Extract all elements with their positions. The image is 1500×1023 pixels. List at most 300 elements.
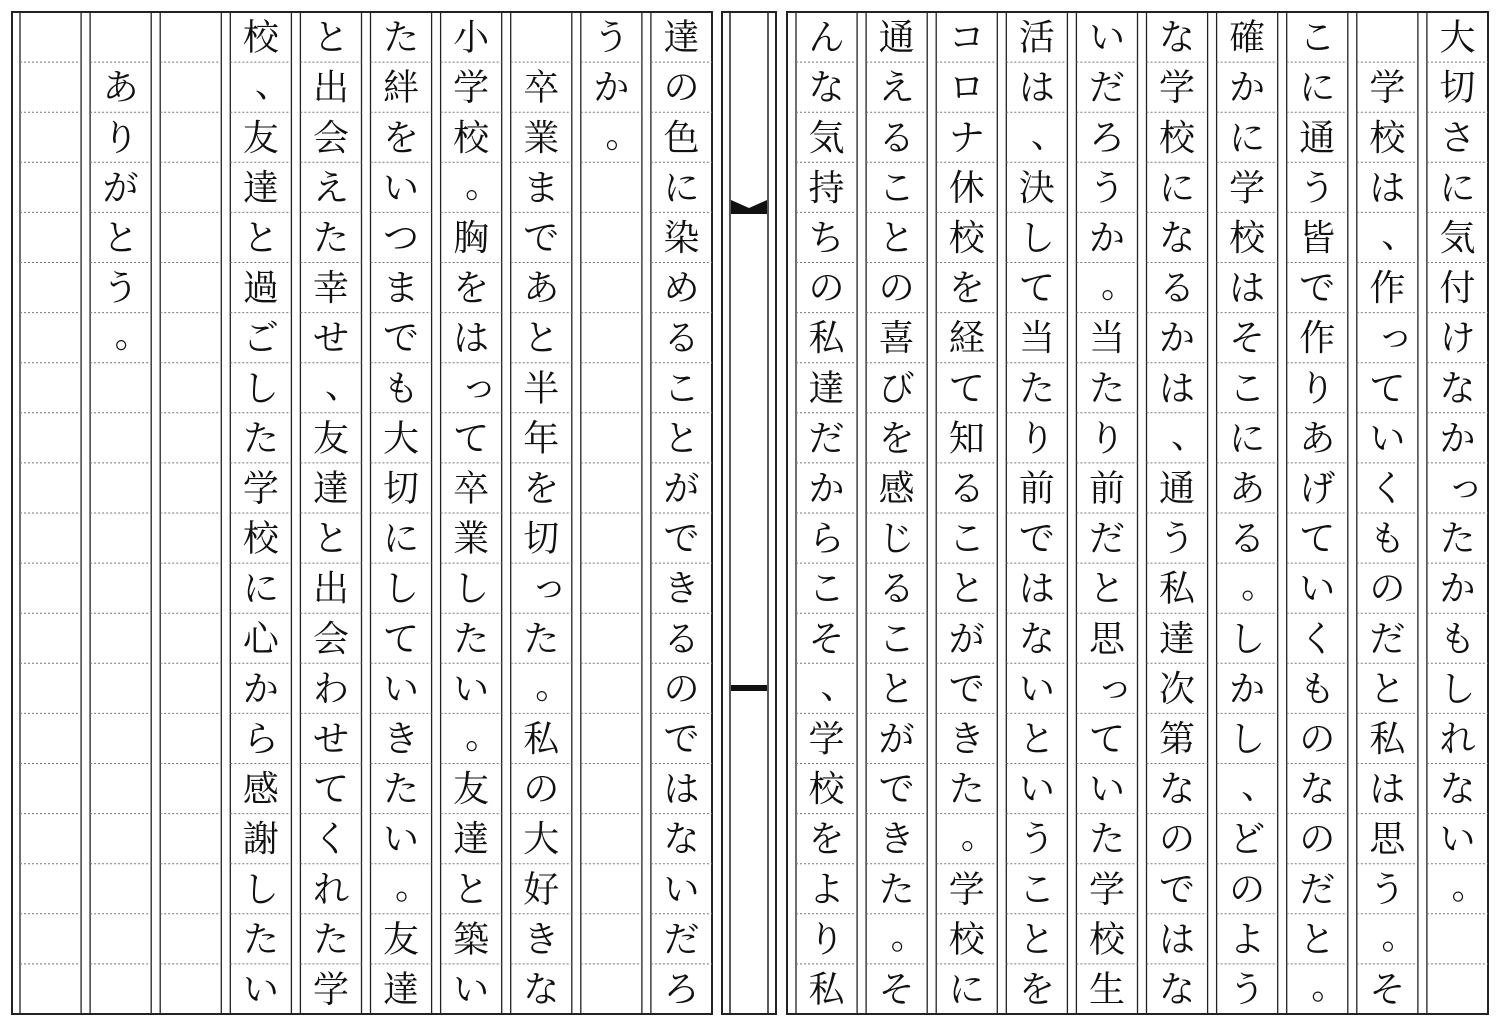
manuscript-char: 持 [808, 167, 845, 209]
manuscript-char: き [663, 568, 700, 610]
manuscript-char: を [808, 819, 845, 861]
manuscript-char: 気 [1439, 217, 1476, 259]
manuscript-char: の [1369, 568, 1406, 610]
manuscript-char: 出 [312, 568, 349, 610]
manuscript-char: そ [1229, 318, 1266, 360]
manuscript-char: 作 [1369, 268, 1406, 310]
manuscript-char: の [523, 769, 560, 811]
manuscript-char: を [523, 468, 560, 510]
manuscript-char: な [523, 969, 560, 1011]
manuscript-char: れ [1439, 718, 1476, 760]
manuscript-char: き [523, 919, 560, 961]
manuscript-char: も [383, 368, 420, 410]
manuscript-char: わ [312, 668, 349, 710]
manuscript-char: と [312, 17, 349, 59]
manuscript-char: ど [1229, 819, 1266, 861]
manuscript-char: 。 [465, 715, 502, 757]
manuscript-char: て [1018, 268, 1055, 310]
manuscript-char: た [312, 217, 349, 259]
manuscript-char: が [102, 167, 139, 209]
manuscript-char: に [1229, 418, 1266, 460]
manuscript-char: で [1018, 518, 1055, 560]
manuscript-char: 通 [1299, 117, 1336, 159]
manuscript-text [103, 18, 1488, 1011]
manuscript-char: の [1299, 819, 1336, 861]
manuscript-char: と [1369, 668, 1406, 710]
manuscript-char: な [1159, 969, 1196, 1011]
manuscript-char: る [948, 468, 985, 510]
manuscript-char: 業 [523, 117, 560, 159]
manuscript-char: し [242, 368, 279, 410]
manuscript-char: げ [1299, 468, 1336, 510]
manuscript-char: 休 [948, 167, 985, 209]
manuscript-char: 、 [1171, 415, 1208, 457]
manuscript-char: ご [242, 318, 279, 360]
manuscript-char: 学 [1159, 67, 1196, 109]
manuscript-char: 学 [948, 869, 985, 911]
manuscript-char: き [878, 819, 915, 861]
fold-center-line [731, 685, 767, 691]
manuscript-char: と [948, 568, 985, 610]
manuscript-char: と [1299, 919, 1336, 961]
manuscript-char: 学 [1088, 869, 1125, 911]
manuscript-char: ら [808, 518, 845, 560]
manuscript-char: だ [1369, 618, 1406, 660]
manuscript-char: 校 [808, 769, 845, 811]
manuscript-char: く [312, 819, 349, 861]
manuscript-char: 活 [1018, 17, 1055, 59]
manuscript-char: 。 [1451, 866, 1488, 908]
manuscript-char: 年 [523, 418, 560, 460]
manuscript-char: だ [1299, 869, 1336, 911]
manuscript-char: こ [1229, 368, 1266, 410]
manuscript-char: 、 [1030, 114, 1067, 156]
manuscript-char: は [1369, 769, 1406, 811]
manuscript-char: ま [523, 167, 560, 209]
manuscript-char: 幸 [312, 268, 349, 310]
manuscript-char: 学 [242, 468, 279, 510]
manuscript-char: と [878, 668, 915, 710]
manuscript-char: に [383, 518, 420, 560]
manuscript-char: 業 [453, 518, 490, 560]
manuscript-char: 学 [453, 67, 490, 109]
manuscript-char: め [663, 268, 700, 310]
manuscript-char: は [1369, 167, 1406, 209]
manuscript-char: う [1229, 969, 1266, 1011]
manuscript-char: さ [1439, 117, 1476, 159]
manuscript-char: る [878, 117, 915, 159]
manuscript-char: 会 [312, 618, 349, 660]
manuscript-char: り [1018, 418, 1055, 460]
manuscript-char: 。 [960, 816, 997, 858]
manuscript-char: か [1088, 217, 1125, 259]
manuscript-char: と [1018, 919, 1055, 961]
manuscript-char: 私 [808, 969, 845, 1011]
manuscript-char: る [1229, 518, 1266, 560]
manuscript-char: う [593, 17, 630, 59]
manuscript-char: に [663, 167, 700, 209]
manuscript-char: よ [1229, 919, 1266, 961]
manuscript-char: て [1299, 518, 1336, 560]
manuscript-char: 学 [312, 969, 349, 1011]
manuscript-char: 切 [383, 468, 420, 510]
manuscript-char: て [453, 418, 490, 460]
manuscript-char: な [808, 67, 845, 109]
center-fold-band [722, 12, 776, 1014]
manuscript-char: 感 [878, 468, 915, 510]
manuscript-char: 友 [453, 769, 490, 811]
manuscript-char: 友 [312, 418, 349, 460]
manuscript-char: 校 [948, 217, 985, 259]
manuscript-char: そ [1369, 969, 1406, 1011]
manuscript-char: 小 [453, 17, 490, 59]
manuscript-char: 色 [663, 117, 700, 159]
manuscript-char: 築 [453, 919, 490, 961]
manuscript-char: 達 [312, 468, 349, 510]
manuscript-char: し [383, 568, 420, 610]
manuscript-char: か [1229, 668, 1266, 710]
manuscript-char: こ [1299, 17, 1336, 59]
manuscript-char: た [523, 618, 560, 660]
manuscript-char: を [383, 117, 420, 159]
manuscript-char: た [1088, 819, 1125, 861]
manuscript-char: 校 [242, 17, 279, 59]
manuscript-char: 達 [453, 819, 490, 861]
manuscript-char: 当 [1018, 318, 1055, 360]
manuscript-char: の [663, 668, 700, 710]
manuscript-char: な [1159, 769, 1196, 811]
manuscript-char: だ [808, 418, 845, 460]
manuscript-char: で [878, 769, 915, 811]
manuscript-char: つ [383, 217, 420, 259]
manuscript-char: 通 [878, 17, 915, 59]
manuscript-char: で [663, 518, 700, 560]
manuscript-char: 、 [324, 365, 361, 407]
manuscript-char: た [383, 17, 420, 59]
manuscript-char: だ [1088, 67, 1125, 109]
manuscript-char: を [948, 268, 985, 310]
manuscript-char: は [1159, 368, 1196, 410]
manuscript-char: て [312, 769, 349, 811]
manuscript-char: あ [1229, 468, 1266, 510]
manuscript-char: 、 [1241, 766, 1278, 808]
manuscript-char: 卒 [523, 67, 560, 109]
manuscript-char: え [312, 167, 349, 209]
manuscript-char: い [383, 668, 420, 710]
manuscript-char: だ [1088, 518, 1125, 560]
manuscript-char: 喜 [878, 318, 915, 360]
manuscript-char: も [1369, 518, 1406, 560]
manuscript-char: た [1439, 518, 1476, 560]
manuscript-char: と [102, 217, 139, 259]
manuscript-char: 学 [808, 718, 845, 760]
manuscript-char: り [1299, 368, 1336, 410]
manuscript-char: せ [312, 318, 349, 360]
manuscript-char: ろ [1088, 117, 1125, 159]
manuscript-char: と [523, 318, 560, 360]
manuscript-char: っ [531, 565, 568, 607]
manuscript-char: に [1439, 167, 1476, 209]
manuscript-char: き [383, 718, 420, 760]
manuscript-char: い [383, 819, 420, 861]
manuscript-char: と [1018, 718, 1055, 760]
manuscript-char: 校 [1369, 117, 1406, 159]
manuscript-char: ん [808, 17, 845, 59]
manuscript-char: い [1018, 769, 1055, 811]
manuscript-char: く [1299, 618, 1336, 660]
manuscript-char: 半 [523, 368, 560, 410]
manuscript-char: に [1229, 117, 1266, 159]
manuscript-char: び [878, 368, 915, 410]
manuscript-char: 学 [1369, 67, 1406, 109]
manuscript-char: こ [1018, 869, 1055, 911]
manuscript-char: 。 [1241, 565, 1278, 607]
manuscript-char: 達 [808, 368, 845, 410]
manuscript-char: 友 [242, 117, 279, 159]
manuscript-char: て [948, 368, 985, 410]
manuscript-char: 達 [663, 17, 700, 59]
manuscript-char: い [383, 167, 420, 209]
manuscript-char: 思 [1088, 618, 1125, 660]
manuscript-char: と [453, 869, 490, 911]
manuscript-char: た [878, 869, 915, 911]
manuscript-char: 当 [1088, 318, 1125, 360]
manuscript-char: い [453, 668, 490, 710]
manuscript-char: 。 [1100, 265, 1137, 307]
manuscript-char: な [1159, 17, 1196, 59]
manuscript-char: 前 [1018, 468, 1055, 510]
manuscript-char: が [663, 468, 700, 510]
manuscript-char: そ [808, 618, 845, 660]
manuscript-char: 私 [808, 318, 845, 360]
manuscript-char: ロ [948, 67, 985, 109]
manuscript-char: こ [878, 167, 915, 209]
manuscript-char: う [1159, 518, 1196, 560]
manuscript-char: の [1299, 718, 1336, 760]
manuscript-char: か [1159, 318, 1196, 360]
manuscript-char: し [1018, 217, 1055, 259]
manuscript-char: こ [808, 568, 845, 610]
manuscript-char: は [1018, 67, 1055, 109]
manuscript-char: し [1229, 618, 1266, 660]
manuscript-char: の [1159, 819, 1196, 861]
manuscript-char: で [383, 318, 420, 360]
manuscript-char: 会 [312, 117, 349, 159]
manuscript-char: 卒 [453, 468, 490, 510]
manuscript-char: い [663, 869, 700, 911]
manuscript-char: 達 [242, 167, 279, 209]
manuscript-char: は [663, 769, 700, 811]
manuscript-char: い [1018, 668, 1055, 710]
manuscript-char: か [1439, 418, 1476, 460]
manuscript-char: と [312, 518, 349, 560]
manuscript-char: る [878, 568, 915, 610]
manuscript-char: う [1018, 819, 1055, 861]
manuscript-char: り [1088, 418, 1125, 460]
manuscript-char: け [1439, 318, 1476, 360]
manuscript-char: 皆 [1299, 217, 1336, 259]
manuscript-char: た [383, 769, 420, 811]
manuscript-char: 好 [523, 869, 560, 911]
manuscript-char: た [948, 769, 985, 811]
manuscript-char: 。 [890, 916, 927, 958]
manuscript-char: 経 [948, 318, 985, 360]
manuscript-char: た [1088, 368, 1125, 410]
manuscript-char: ま [383, 268, 420, 310]
manuscript-char: は [453, 318, 490, 360]
manuscript-char: た [1018, 368, 1055, 410]
manuscript-char: で [1299, 268, 1336, 310]
manuscript-char: あ [102, 67, 139, 109]
manuscript-char: き [948, 718, 985, 760]
manuscript-char: い [453, 969, 490, 1011]
manuscript-char: し [1229, 718, 1266, 760]
manuscript-char: で [663, 718, 700, 760]
manuscript-char: も [1299, 668, 1336, 710]
manuscript-char: る [1159, 268, 1196, 310]
manuscript-char: 第 [1159, 718, 1196, 760]
manuscript-char: 校 [453, 117, 490, 159]
manuscript-char: 思 [1369, 819, 1406, 861]
manuscript-char: ナ [948, 117, 985, 159]
manuscript-char: な [1159, 217, 1196, 259]
manuscript-char: 校 [948, 919, 985, 961]
manuscript-char: な [1439, 368, 1476, 410]
manuscript-char: 生 [1088, 969, 1125, 1011]
manuscript-char: 知 [948, 418, 985, 460]
manuscript-char: 達 [1159, 618, 1196, 660]
manuscript-char: え [878, 67, 915, 109]
manuscript-char: 気 [808, 117, 845, 159]
manuscript-char: 感 [242, 769, 279, 811]
manuscript-char: っ [1447, 465, 1484, 507]
manuscript-char: て [1088, 718, 1125, 760]
manuscript-char: を [1018, 969, 1055, 1011]
manuscript-char: 胸 [453, 217, 490, 259]
manuscript-char: こ [878, 618, 915, 660]
manuscript-char: 、 [820, 665, 857, 707]
manuscript-char: 校 [1088, 919, 1125, 961]
manuscript-char: ろ [663, 969, 700, 1011]
manuscript-char: が [878, 718, 915, 760]
manuscript-char: こ [663, 368, 700, 410]
manuscript-char: い [1088, 17, 1125, 59]
manuscript-char: の [1229, 869, 1266, 911]
manuscript-char: に [242, 568, 279, 610]
manuscript-char: に [948, 969, 985, 1011]
manuscript-char: 。 [1381, 916, 1418, 958]
manuscript-char: の [878, 268, 915, 310]
manuscript-char: た [453, 618, 490, 660]
manuscript-char: し [453, 568, 490, 610]
manuscript-char: て [383, 618, 420, 660]
manuscript-char: の [808, 268, 845, 310]
manuscript-char: く [1369, 468, 1406, 510]
manuscript-char: 友 [383, 919, 420, 961]
manuscript-char: る [663, 618, 700, 660]
manuscript-char: 染 [663, 217, 700, 259]
manuscript-char: 、 [1381, 214, 1418, 256]
manuscript-char: 、 [254, 64, 291, 106]
manuscript-char: 学 [1229, 167, 1266, 209]
manuscript-char: 校 [242, 518, 279, 560]
manuscript-char: だ [663, 919, 700, 961]
manuscript-char: か [1439, 568, 1476, 610]
manuscript-char: で [523, 217, 560, 259]
manuscript-char: た [312, 919, 349, 961]
manuscript-char: 校 [1159, 117, 1196, 159]
manuscript-char: 決 [1018, 167, 1055, 209]
manuscript-char: 大 [523, 819, 560, 861]
manuscript-char: た [242, 919, 279, 961]
manuscript-char: あ [523, 268, 560, 310]
manuscript-char: い [242, 969, 279, 1011]
manuscript-char: し [242, 869, 279, 911]
manuscript-char: か [1229, 67, 1266, 109]
manuscript-char: て [1369, 368, 1406, 410]
manuscript-char: う [1299, 167, 1336, 209]
manuscript-char: は [1018, 568, 1055, 610]
manuscript-char: り [808, 919, 845, 961]
manuscript-char: に [1299, 67, 1336, 109]
manuscript-char: 。 [535, 665, 572, 707]
manuscript-char: 心 [242, 618, 279, 660]
manuscript-char: 切 [523, 518, 560, 560]
manuscript-char: を [453, 268, 490, 310]
manuscript-char: 前 [1088, 468, 1125, 510]
manuscript-char: に [1159, 167, 1196, 209]
manuscript-char: り [102, 117, 139, 159]
manuscript-char: う [1088, 167, 1125, 209]
manuscript-char: 校 [1229, 217, 1266, 259]
manuscript-char: か [593, 67, 630, 109]
manuscript-char: と [1088, 568, 1125, 610]
manuscript-char: あ [1299, 418, 1336, 460]
manuscript-char: 大 [383, 418, 420, 460]
manuscript-char: 。 [605, 114, 642, 156]
manuscript-char: な [1439, 769, 1476, 811]
manuscript-char: 切 [1439, 67, 1476, 109]
manuscript-char: が [948, 618, 985, 660]
manuscript-char: で [948, 668, 985, 710]
manuscript-char: 達 [383, 969, 420, 1011]
manuscript-char: 作 [1299, 318, 1336, 360]
manuscript-char: 絆 [383, 67, 420, 109]
manuscript-char: せ [312, 718, 349, 760]
manuscript-char: そ [878, 969, 915, 1011]
manuscript-char: な [663, 819, 700, 861]
manuscript-char: と [878, 217, 915, 259]
manuscript-char: う [102, 268, 139, 310]
manuscript-char: 大 [1439, 17, 1476, 59]
manuscript-char: は [1229, 268, 1266, 310]
manuscript-char: 付 [1439, 268, 1476, 310]
manuscript-char: れ [312, 869, 349, 911]
manuscript-char: 。 [1311, 966, 1348, 1008]
manuscript-char: 私 [1159, 568, 1196, 610]
manuscript-char: る [663, 318, 700, 360]
manuscript-char: は [1159, 919, 1196, 961]
manuscript-char: か [808, 468, 845, 510]
manuscript-char: と [663, 418, 700, 460]
manuscript-char: 私 [523, 718, 560, 760]
manuscript-char: 。 [114, 315, 151, 357]
manuscript-char: こ [948, 518, 985, 560]
manuscript-char: し [1439, 668, 1476, 710]
manuscript-char: と [242, 217, 279, 259]
manuscript-char: で [1159, 869, 1196, 911]
manuscript-char: ち [808, 217, 845, 259]
